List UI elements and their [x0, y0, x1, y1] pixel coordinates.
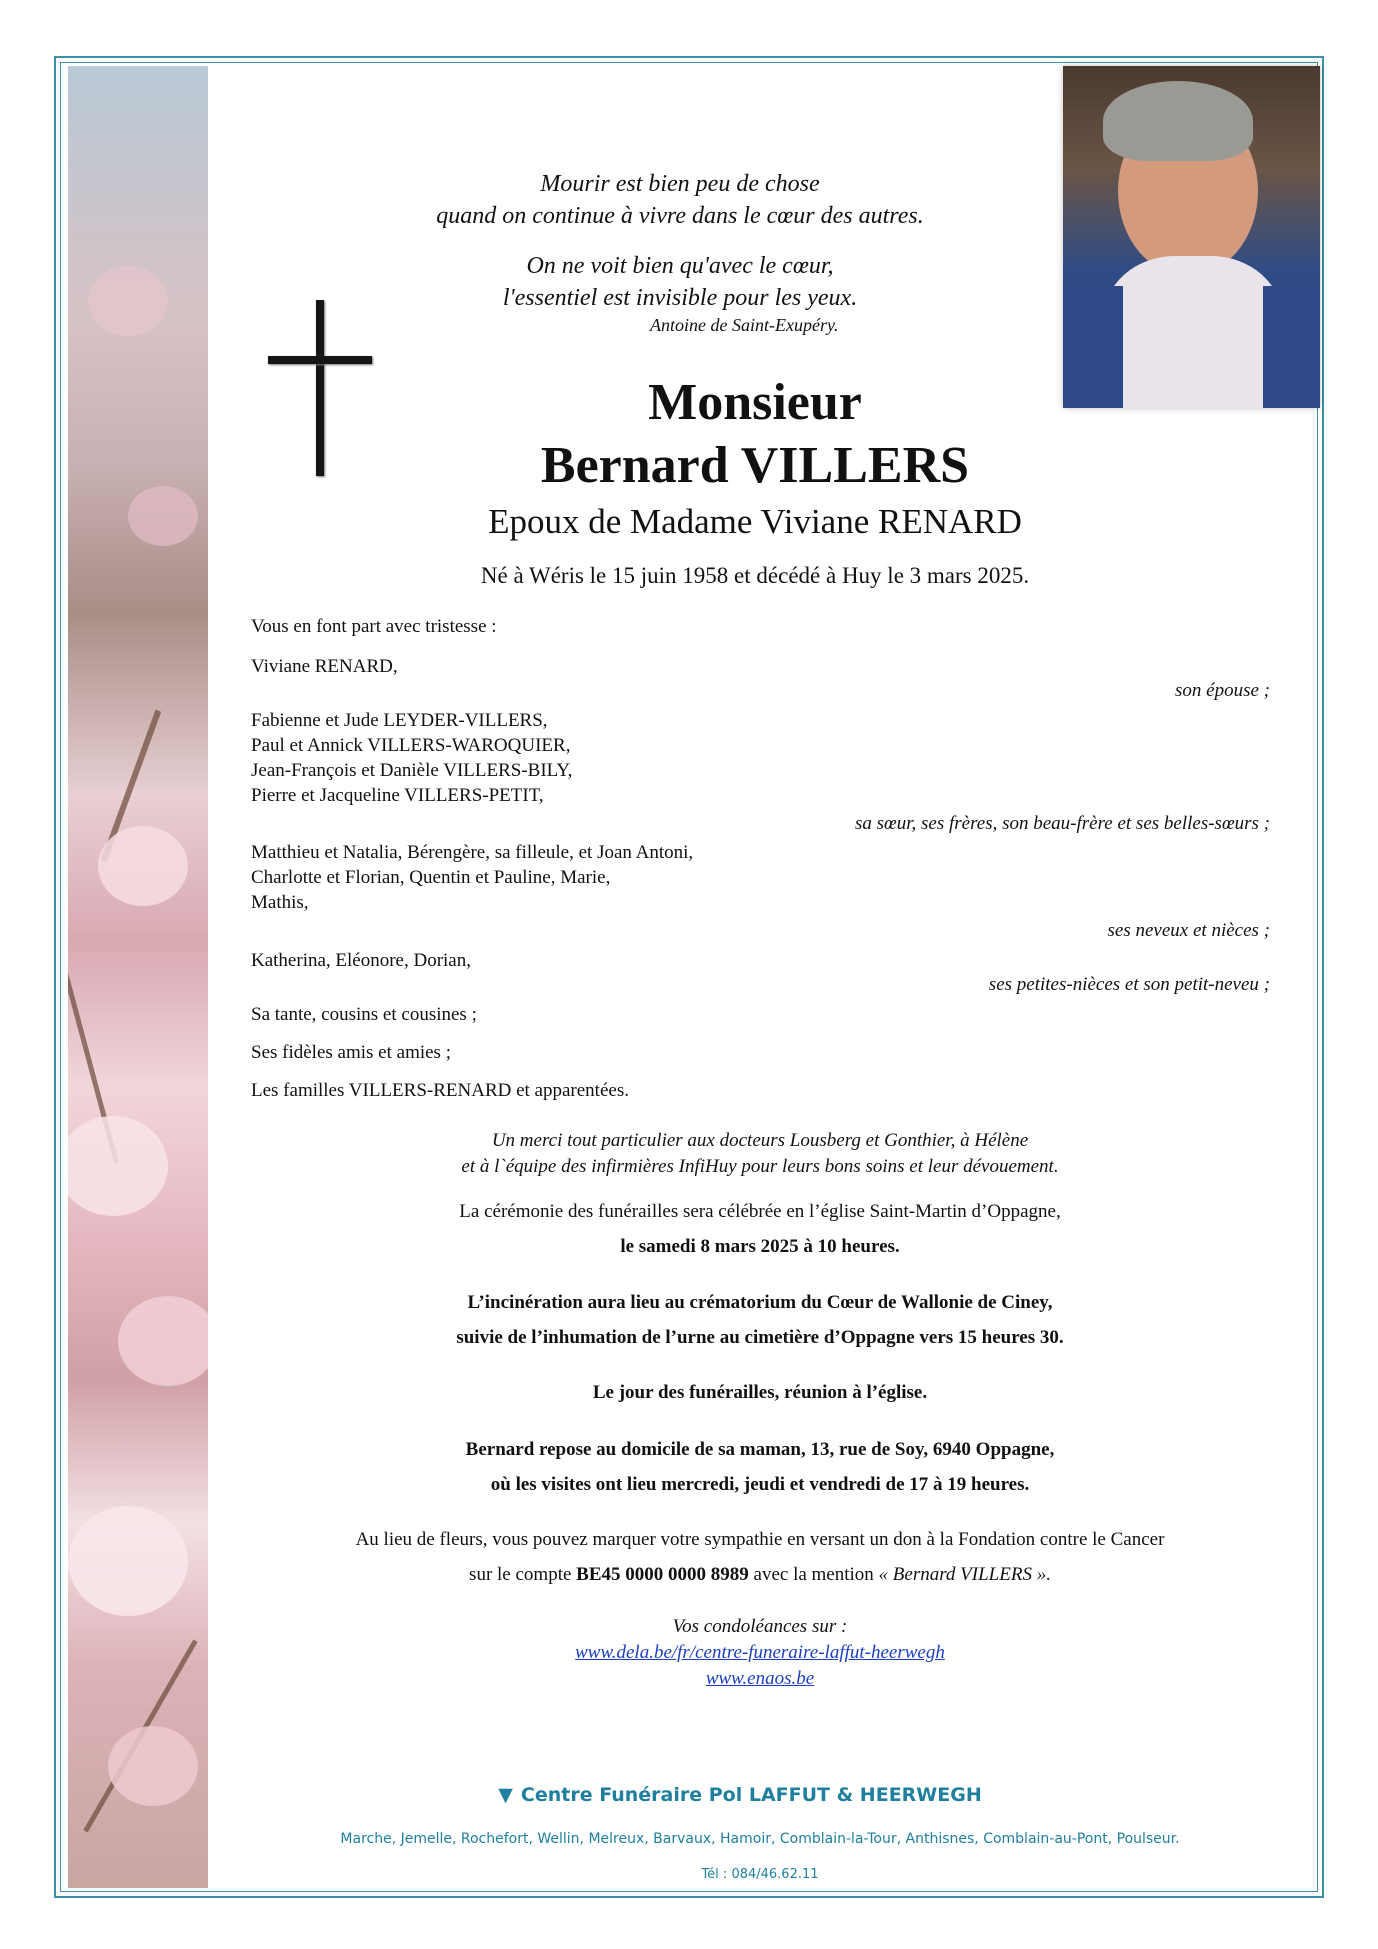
family-intro: Vous en font part avec tristesse : [251, 616, 497, 637]
ceremony-line-1: La cérémonie des funérailles sera célébrée en l’église Saint-Martin d’Oppagne, [459, 1201, 1061, 1222]
family-wife-relation: son épouse ; [1175, 680, 1270, 701]
nephew-line-3: Mathis, [251, 892, 309, 913]
portrait-photo [1063, 66, 1320, 408]
siblings-relation: sa sœur, ses frères, son beau-frère et ses belles-sœurs ; [855, 813, 1270, 834]
floral-image [68, 66, 208, 1888]
donation-line-2 [230, 1562, 1290, 1587]
sibling-4: Pierre et Jacqueline VILLERS-PETIT, [251, 785, 544, 806]
sibling-3: Jean-François et Danièle VILLERS-BILY, [251, 760, 573, 781]
donation-prefix: sur le compte [469, 1564, 577, 1585]
condolences-link-2[interactable]: www.enaos.be [705, 1668, 815, 1689]
quote-author: Antoine de Saint-Exupéry. [650, 315, 839, 335]
cremation-line-1: L’incinération aura lieu au crématorium du Cœur de Wallonie de Ciney, [467, 1292, 1053, 1313]
condolences-link-1-wrap [400, 1642, 1120, 1664]
sibling-2: Paul et Annick VILLERS-WAROQUIER, [251, 735, 571, 756]
aunt-cousins-line: Sa tante, cousins et cousines ; [251, 1004, 477, 1025]
families-line: Les familles VILLERS-RENARD et apparentées. [251, 1080, 629, 1101]
funeral-home-locations: Marche, Jemelle, Rochefort, Wellin, Melreux, Barvaux, Hamoir, Comblain-la-Tour, Anthisnes, Comblain-au-Pont, Poulseur. [340, 1831, 1180, 1847]
cross-icon [268, 300, 372, 476]
nephew-line-2: Charlotte et Florian, Quentin et Pauline, Marie, [251, 867, 611, 888]
funeral-home-name: Centre Funéraire Pol LAFFUT & HEERWEGH [520, 1784, 982, 1806]
condolences-label: Vos condoléances sur : [672, 1616, 848, 1637]
donation-mention: « Bernard VILLERS ». [878, 1564, 1051, 1585]
grand-nieces-line: Katherina, Eléonore, Dorian, [251, 950, 471, 971]
family-wife: Viviane RENARD, [251, 656, 398, 677]
funeral-home-phone: Tél : 084/46.62.11 [701, 1867, 819, 1882]
quote-line-3: On ne voit bien qu'avec le cœur, [526, 253, 834, 279]
cremation-line-2: suivie de l’inhumation de l’urne au cimetière d’Oppagne vers 15 heures 30. [456, 1327, 1064, 1348]
meeting-line: Le jour des funérailles, réunion à l’église. [592, 1382, 928, 1403]
donation-line-1: Au lieu de fleurs, vous pouvez marquer votre sympathie en versant un don à la Fondation contre le Cancer [355, 1529, 1165, 1550]
triangle-down-icon: ▼ [498, 1784, 513, 1806]
funeral-home-title [330, 1784, 1150, 1806]
deceased-name: Bernard VILLERS [540, 437, 970, 494]
birth-death-line: Né à Wéris le 15 juin 1958 et décédé à Huy le 3 mars 2025. [480, 563, 1030, 588]
nephews-relation: ses neveux et nièces ; [1107, 920, 1270, 941]
ceremony-date: le samedi 8 mars 2025 à 10 heures. [620, 1236, 900, 1257]
title-monsieur: Monsieur [648, 374, 862, 431]
bank-account: BE45 0000 0000 8989 [576, 1564, 749, 1585]
thanks-line-2: et à l`équipe des infirmières InfiHuy pour leurs bons soins et leur dévouement. [461, 1156, 1059, 1177]
condolences-link-1[interactable]: www.dela.be/fr/centre-funeraire-laffut-heerwegh [575, 1642, 945, 1663]
donation-mid: avec la mention [748, 1564, 879, 1585]
condolences-link-2-wrap [400, 1668, 1120, 1690]
sibling-1: Fabienne et Jude LEYDER-VILLERS, [251, 710, 548, 731]
quote-line-1: Mourir est bien peu de chose [540, 171, 820, 197]
spouse-line: Epoux de Madame Viviane RENARD [488, 502, 1022, 541]
quote-line-2: quand on continue à vivre dans le cœur des autres. [436, 203, 924, 229]
rest-line-2: où les visites ont lieu mercredi, jeudi et vendredi de 17 à 19 heures. [490, 1474, 1030, 1495]
nephew-line-1: Matthieu et Natalia, Bérengère, sa filleule, et Joan Antoni, [251, 842, 694, 863]
rest-line-1: Bernard repose au domicile de sa maman, 13, rue de Soy, 6940 Oppagne, [465, 1439, 1055, 1460]
friends-line: Ses fidèles amis et amies ; [251, 1042, 451, 1063]
thanks-line-1: Un merci tout particulier aux docteurs Lousberg et Gonthier, à Hélène [491, 1130, 1029, 1151]
quote-line-4: l'essentiel est invisible pour les yeux. [502, 285, 858, 311]
grand-nieces-relation: ses petites-nièces et son petit-neveu ; [988, 974, 1270, 995]
